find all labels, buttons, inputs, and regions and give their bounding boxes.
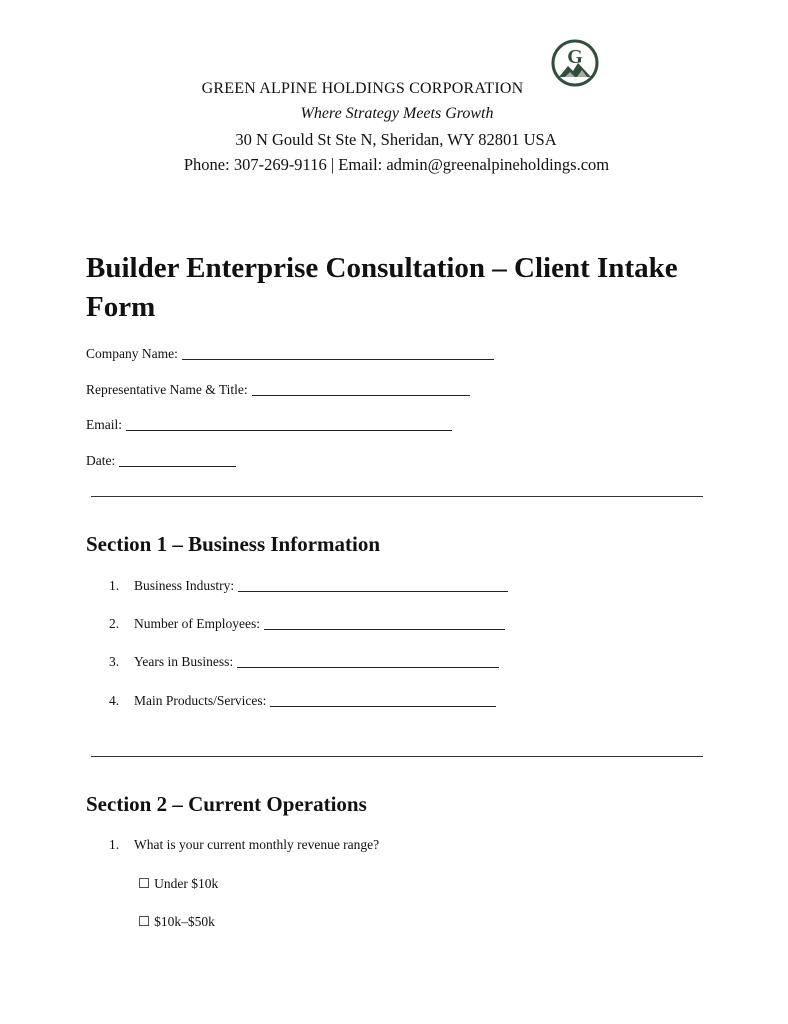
- item-number: 2.: [109, 616, 120, 631]
- products-blank[interactable]: [270, 705, 496, 707]
- company-tagline: Where Strategy Meets Growth: [300, 105, 494, 122]
- divider: [91, 756, 703, 757]
- date-blank[interactable]: [119, 465, 236, 467]
- item-number: 4.: [109, 693, 120, 708]
- form-title: Builder Enterprise Consultation – Client Intake Form: [86, 252, 678, 323]
- revenue-option-under-10k[interactable]: [138, 876, 218, 892]
- company-name: GREEN ALPINE HOLDINGS CORPORATION: [201, 80, 524, 97]
- email-blank[interactable]: [126, 429, 452, 431]
- revenue-question: [109, 837, 379, 853]
- products-field[interactable]: [109, 693, 496, 709]
- representative-field[interactable]: [86, 382, 470, 398]
- item-label: Number of Employees:: [134, 616, 260, 631]
- revenue-option-10k-50k[interactable]: [138, 914, 215, 930]
- item-number: 3.: [109, 654, 120, 669]
- field-label: Email:: [86, 417, 122, 432]
- company-address: 30 N Gould St Ste N, Sheridan, WY 82801 USA: [235, 130, 557, 149]
- field-label: Date:: [86, 453, 116, 468]
- section-2-heading: Section 2 – Current Operations: [86, 792, 367, 816]
- company-contact: Phone: 307-269-9116 | Email: admin@greenalpineholdings.com: [183, 155, 610, 174]
- item-label: Business Industry:: [134, 578, 235, 593]
- item-number: 1.: [109, 578, 120, 593]
- checkbox-icon[interactable]: ☐: [138, 914, 151, 929]
- employees-blank[interactable]: [264, 628, 505, 630]
- divider: [91, 496, 703, 497]
- company-name-field[interactable]: [86, 346, 494, 362]
- years-blank[interactable]: [237, 666, 499, 668]
- employees-field[interactable]: [109, 616, 505, 632]
- option-label: $10k–$50k: [154, 914, 215, 929]
- item-label: What is your current monthly revenue range?: [134, 837, 380, 852]
- representative-blank[interactable]: [252, 394, 470, 396]
- email-field[interactable]: [86, 417, 452, 433]
- item-label: Main Products/Services:: [134, 693, 267, 708]
- item-label: Years in Business:: [134, 654, 234, 669]
- checkbox-icon[interactable]: ☐: [138, 876, 151, 891]
- industry-blank[interactable]: [238, 590, 508, 592]
- years-field[interactable]: [109, 654, 499, 670]
- section-1-heading: Section 1 – Business Information: [86, 532, 381, 556]
- field-label: Representative Name & Title:: [86, 382, 248, 397]
- field-label: Company Name:: [86, 346, 178, 361]
- industry-field[interactable]: [109, 578, 508, 594]
- item-number: 1.: [109, 837, 120, 852]
- company-name-blank[interactable]: [182, 358, 494, 360]
- date-field[interactable]: [86, 453, 236, 469]
- logo-letter: G: [567, 46, 583, 68]
- option-label: Under $10k: [154, 876, 219, 891]
